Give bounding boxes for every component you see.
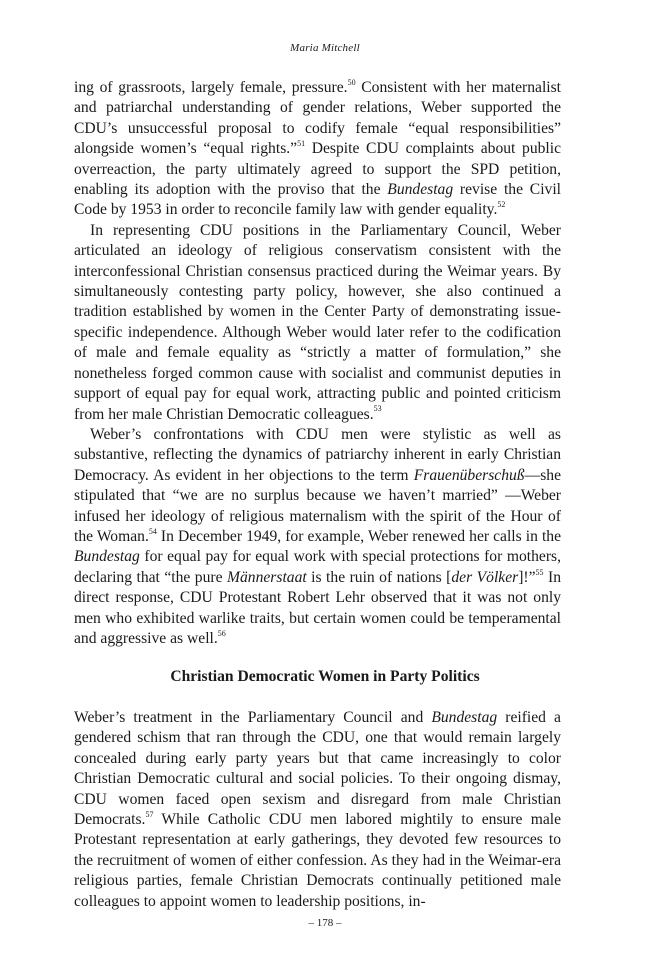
text-run: In representing CDU positions in the Parliamentary Council, Weber articulated an ideology of religious conservatism consistent with the interconfessional Christian consensus practiced during the Weimar years. By simultaneously contesting party policy, however, she also continued a tradition established by women in the Center Party of demonstrating issue-specific independence. Although Weber would later refer to the codification of male and female equality as “strictly a matter of formulation,” she nonetheless forged common cause with socialist and communist deputies in support of equal pay for equal work, attracting public and pointed criticism from her male Christian Democratic colleagues.: [74, 221, 561, 423]
italic-term: Bundestag: [74, 548, 140, 566]
text-run: In December 1949, for example, Weber renewed her calls in the: [156, 527, 561, 545]
running-head: Maria Mitchell: [290, 42, 360, 54]
footnote-ref: 53: [373, 404, 382, 414]
body-text-section-1: [74, 78, 561, 649]
text-run: Consistent with her maternalist and patriarchal understanding of gender relations, Weber supported the CDU’s unsuccessful proposal to codify female “equal responsibilities” alongside women’s “equal rights.”: [74, 79, 562, 158]
text-run: reified a gendered schism that ran through the CDU, one that would remain largely concealed during early party years but that came increasingly to color Christian Democratic cultural and social policies. To their ongoing dismay, CDU women faced open sexism and disregard from male Christian Democrats.: [74, 709, 561, 829]
text-run: While Catholic CDU men labored mightily to ensure male Protestant representation at early gatherings, they devoted few resources to the recruitment of women of either confession. As they had in the Weimar-era religious parties, female Christian Democrats continually petitioned male colleagues to appoint women to leadership positions, in-: [74, 811, 561, 910]
footnote-ref: 52: [497, 200, 506, 210]
text-run: revise the Civil Code by 1953 in order to reconcile family law with gender equality.: [74, 181, 561, 219]
text-run: ]!”: [518, 568, 536, 586]
italic-term: Bundestag: [431, 709, 498, 726]
paragraph-3: [74, 425, 561, 649]
paragraph-4: [74, 708, 561, 912]
text-run: ing of grassroots, largely female, pressure.: [74, 79, 348, 96]
page-number: – 178 –: [308, 917, 342, 929]
text-run: is the ruin of nations [: [306, 568, 452, 586]
footnote-ref: 50: [347, 77, 356, 87]
footnote-ref: 57: [145, 809, 154, 819]
text-run: Despite CDU complaints about public overreaction, the party ultimately agreed to support the SPD petition, enabling its adoption with the proviso that the: [74, 140, 562, 199]
footnote-ref: 55: [535, 567, 544, 577]
text-run: for equal pay for equal work with special protections for mothers, declaring that “the pure: [74, 548, 561, 586]
italic-term: Männerstaat: [227, 568, 307, 586]
text-run: In direct response, CDU Protestant Robert Lehr observed that it was not only men who exhibited warlike traits, but certain women could be temperamental and aggressive as well.: [74, 568, 561, 647]
italic-term: Bundestag: [387, 181, 454, 199]
paragraph-2: [74, 221, 561, 425]
paragraph-1: [74, 78, 561, 221]
body-text-section-2: [74, 708, 561, 912]
footnote-ref: 56: [217, 628, 226, 638]
text-run: Weber’s confrontations with CDU men were stylistic as well as substantive, reflecting the dynamics of patriarchy inherent in early Christian Democracy. As evident in her objections to the term: [74, 425, 561, 484]
italic-term: Frauenüberschuß: [413, 466, 525, 484]
text-run: Weber’s treatment in the Parliamentary Council and: [74, 709, 432, 726]
text-run: —she stipulated that “we are no surplus because we haven’t married” —Weber infused her ideology of religious maternalism with the spirit of the Hour of the Woman.: [74, 466, 561, 545]
footnote-ref: 51: [297, 139, 306, 149]
footnote-ref: 54: [148, 526, 157, 536]
italic-term: der Völker: [451, 568, 519, 586]
section-heading: Christian Democratic Women in Party Politics: [170, 668, 480, 685]
